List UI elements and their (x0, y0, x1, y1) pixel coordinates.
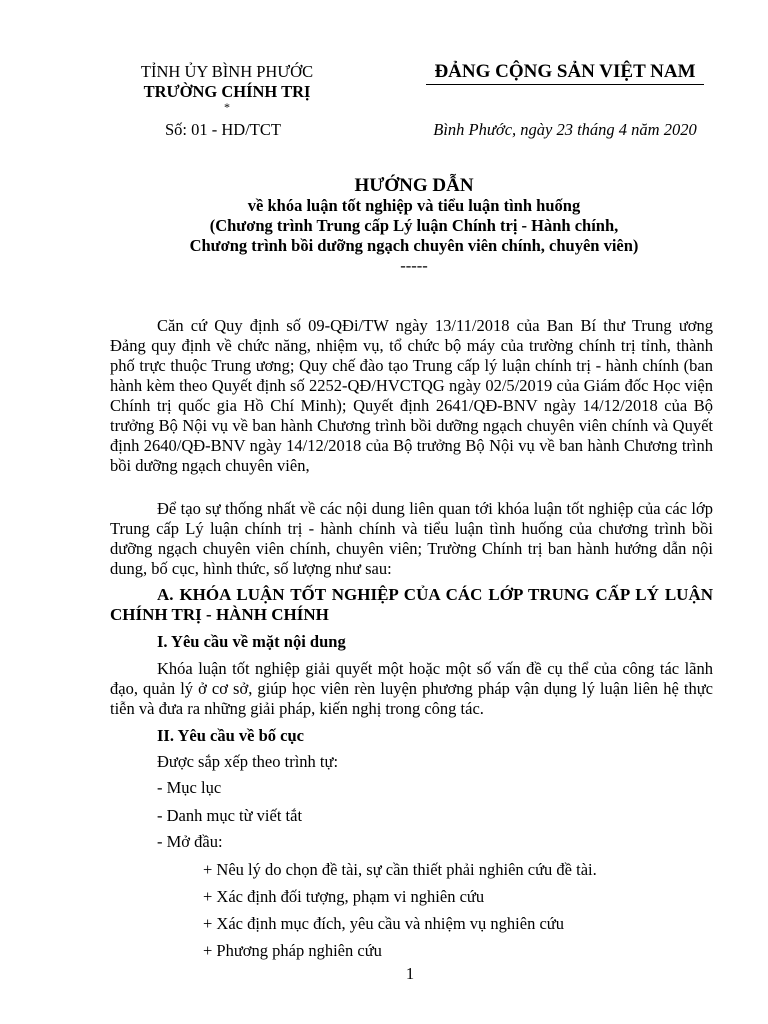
org-line-1: TỈNH ỦY BÌNH PHƯỚC (140, 62, 314, 81)
list-item: - Mục lục (157, 778, 222, 797)
paragraph-purpose: Để tạo sự thống nhất về các nội dung liên quan tới khóa luận tốt nghiệp của các lớp Trung cấp Lý luận chính trị - hành chính và tiểu luận tình huống của chương trình bồi dưỡng ngạch chuyên viên chính, chuyên viên; Trường Chính trị ban hành hướng dẫn nội dung, bố cục, hình thức, số lượng như sau: (110, 499, 713, 578)
title-subline-3: Chương trình bồi dưỡng ngạch chuyên viên chính, chuyên viên) (189, 236, 639, 255)
sub-list-item: + Nêu lý do chọn đề tài, sự cần thiết phải nghiên cứu đề tài. (203, 860, 597, 879)
title-subline-1: về khóa luận tốt nghiệp và tiểu luận tình huống (247, 196, 581, 215)
title-block (60, 176, 768, 276)
party-name: ĐẢNG CỘNG SẢN VIỆT NAM (434, 61, 696, 82)
page-number: 1 (405, 964, 415, 983)
header-left (118, 62, 336, 112)
place-date: Bình Phước, ngày 23 tháng 4 năm 2020 (433, 120, 697, 139)
org-line-2: TRƯỜNG CHÍNH TRỊ (143, 82, 311, 101)
doc-number: Số: 01 - HD/TCT (165, 120, 281, 139)
sub-list-item: + Xác định đối tượng, phạm vi nghiên cứu (203, 887, 485, 906)
list-item: - Mở đầu: (157, 832, 223, 851)
header-star: * (224, 100, 230, 114)
sub-list-item: + Phương pháp nghiên cứu (203, 941, 382, 960)
document-title: HƯỚNG DẪN (354, 175, 474, 196)
title-subline-2: (Chương trình Trung cấp Lý luận Chính trị - Hành chính, (209, 216, 619, 235)
list-item: - Danh mục từ viết tắt (157, 806, 303, 825)
order-intro: Được sắp xếp theo trình tự: (157, 752, 339, 771)
paragraph-legal-basis: Căn cứ Quy định số 09-QĐi/TW ngày 13/11/2018 của Ban Bí thư Trung ương Đảng quy định về chức năng, nhiệm vụ, tổ chức bộ máy của trường chính trị tỉnh, thành phố trực thuộc Trung ương; Quy chế đào tạo Trung cấp lý luận chính trị - hành chính (ban hành kèm theo Quyết định số 2252-QĐ/HVCTQG ngày 02/5/2019 của Giám đốc Học viện Chính trị quốc gia Hồ Chí Minh); Quyết định 2641/QĐ-BNV ngày 14/12/2018 của Bộ trưởng Bộ Nội vụ về ban hành Chương trình bồi dưỡng ngạch chuyên viên chính và Quyết định 2640/QĐ-BNV ngày 14/12/2018 của Bộ trưởng Bộ Nội vụ về ban hành Chương trình bồi dưỡng ngạch chuyên viên, (110, 316, 713, 475)
sub-list-item: + Xác định mục đích, yêu cầu và nhiệm vụ nghiên cứu (203, 914, 564, 933)
header-right (418, 60, 712, 85)
title-separator: ----- (400, 256, 428, 275)
heading-content-requirements: I. Yêu cầu về mặt nội dung (157, 632, 346, 651)
party-underline (426, 84, 704, 85)
paragraph-thesis-content: Khóa luận tốt nghiệp giải quyết một hoặc một số vấn đề cụ thể của công tác lãnh đạo, quản lý ở cơ sở, giúp học viên rèn luyện phương pháp vận dụng lý luận liên hệ thực tiễn và đưa ra những giải pháp, kiến nghị trong công tác. (110, 659, 713, 718)
heading-layout-requirements: II. Yêu cầu về bố cục (157, 726, 304, 745)
section-a-heading: A. KHÓA LUẬN TỐT NGHIỆP CỦA CÁC LỚP TRUNG CẤP LÝ LUẬN CHÍNH TRỊ - HÀNH CHÍNH (110, 585, 713, 624)
